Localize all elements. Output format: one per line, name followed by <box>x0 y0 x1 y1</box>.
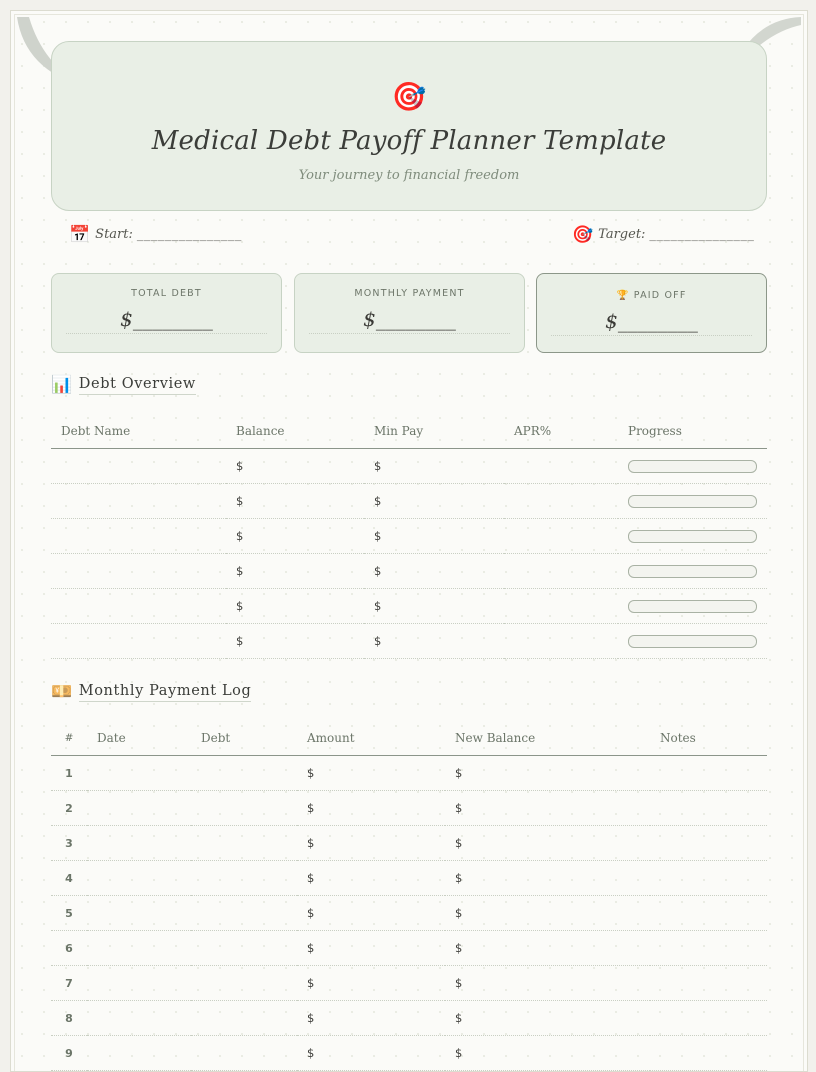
target-blank: _______________ <box>649 227 755 242</box>
planner-page <box>10 10 808 1072</box>
paid-off-field[interactable]: $________ <box>551 308 752 336</box>
new-balance-cell[interactable]: $ <box>445 1036 650 1071</box>
new-balance-cell[interactable]: $ <box>445 791 650 826</box>
amount-cell[interactable]: $ <box>297 861 445 896</box>
progress-bar <box>628 495 757 508</box>
amount-cell[interactable]: $ <box>297 931 445 966</box>
trophy-icon: 🏆 <box>616 290 630 301</box>
page-title: Medical Debt Payoff Planner Template <box>151 126 667 156</box>
col-progress: Progress <box>618 413 767 449</box>
min-pay-cell[interactable]: $ <box>364 484 504 519</box>
debt-name-cell[interactable] <box>51 519 226 554</box>
debt-row <box>51 519 767 554</box>
progress-cell <box>618 484 767 519</box>
progress-bar <box>628 530 757 543</box>
debt-name-cell[interactable] <box>51 554 226 589</box>
monthly-payment-label: MONTHLY PAYMENT <box>354 288 465 299</box>
start-date-field[interactable] <box>69 225 242 245</box>
date-cell[interactable] <box>87 966 191 1001</box>
new-balance-cell[interactable]: $ <box>445 1001 650 1036</box>
col-debt: Debt <box>191 720 297 756</box>
progress-bar <box>628 635 757 648</box>
balance-cell[interactable]: $ <box>226 554 364 589</box>
money-icon: 💴 <box>51 682 73 702</box>
debt-row <box>51 624 767 659</box>
col-apr: APR% <box>504 413 618 449</box>
notes-cell[interactable] <box>650 826 767 861</box>
target-date-field[interactable] <box>572 225 754 245</box>
debt-overview-table <box>51 413 767 659</box>
apr-cell[interactable] <box>504 589 618 624</box>
row-number: 7 <box>51 966 87 1001</box>
balance-cell[interactable]: $ <box>226 519 364 554</box>
log-row <box>51 756 767 791</box>
row-number: 4 <box>51 861 87 896</box>
balance-cell[interactable]: $ <box>226 624 364 659</box>
col-amount: Amount <box>297 720 445 756</box>
debt-row <box>51 554 767 589</box>
calendar-icon: 📅 <box>69 225 91 245</box>
page-subtitle: Your journey to financial freedom <box>298 168 520 183</box>
date-cell[interactable] <box>87 1036 191 1071</box>
new-balance-cell[interactable]: $ <box>445 896 650 931</box>
start-label: Start: <box>95 227 133 242</box>
log-row <box>51 931 767 966</box>
row-number: 9 <box>51 1036 87 1071</box>
min-pay-cell[interactable]: $ <box>364 624 504 659</box>
date-cell[interactable] <box>87 756 191 791</box>
row-number: 2 <box>51 791 87 826</box>
notes-cell[interactable] <box>650 931 767 966</box>
notes-cell[interactable] <box>650 966 767 1001</box>
balance-cell[interactable]: $ <box>226 589 364 624</box>
apr-cell[interactable] <box>504 484 618 519</box>
amount-cell[interactable]: $ <box>297 966 445 1001</box>
row-number: 1 <box>51 756 87 791</box>
log-row <box>51 1001 767 1036</box>
start-blank: _______________ <box>136 227 242 242</box>
payment-log-table <box>51 720 767 1071</box>
debt-cell[interactable] <box>191 756 297 791</box>
target-icon: 🎯 <box>572 225 594 245</box>
date-cell[interactable] <box>87 931 191 966</box>
header-banner <box>51 41 767 211</box>
new-balance-cell[interactable]: $ <box>445 861 650 896</box>
balance-cell[interactable]: $ <box>226 449 364 484</box>
progress-cell <box>618 624 767 659</box>
progress-cell <box>618 519 767 554</box>
progress-bar <box>628 460 757 473</box>
debt-row <box>51 589 767 624</box>
debt-row <box>51 449 767 484</box>
debt-overview-heading: 📊 Debt Overview <box>51 375 196 395</box>
date-cell[interactable] <box>87 896 191 931</box>
date-cell[interactable] <box>87 826 191 861</box>
row-number: 5 <box>51 896 87 931</box>
debt-name-cell[interactable] <box>51 624 226 659</box>
debt-cell[interactable] <box>191 1036 297 1071</box>
total-debt-label: TOTAL DEBT <box>131 288 202 299</box>
apr-cell[interactable] <box>504 519 618 554</box>
debt-cell[interactable] <box>191 966 297 1001</box>
notes-cell[interactable] <box>650 756 767 791</box>
progress-bar <box>628 600 757 613</box>
col-date: Date <box>87 720 191 756</box>
debt-cell[interactable] <box>191 1001 297 1036</box>
apr-cell[interactable] <box>504 624 618 659</box>
monthly-payment-field[interactable]: $________ <box>309 306 510 334</box>
chart-icon: 📊 <box>51 375 73 395</box>
payment-log-heading: 💴 Monthly Payment Log <box>51 682 252 702</box>
amount-cell[interactable]: $ <box>297 1036 445 1071</box>
apr-cell[interactable] <box>504 449 618 484</box>
col-number: # <box>51 720 87 756</box>
amount-cell[interactable]: $ <box>297 756 445 791</box>
total-debt-card <box>51 273 282 353</box>
amount-cell[interactable]: $ <box>297 826 445 861</box>
amount-cell[interactable]: $ <box>297 896 445 931</box>
row-number: 3 <box>51 826 87 861</box>
date-cell[interactable] <box>87 861 191 896</box>
col-notes: Notes <box>650 720 767 756</box>
debt-cell[interactable] <box>191 931 297 966</box>
col-debt-name: Debt Name <box>51 413 226 449</box>
paid-off-card <box>536 273 767 353</box>
monthly-payment-card <box>294 273 525 353</box>
progress-bar <box>628 565 757 578</box>
progress-cell <box>618 449 767 484</box>
debt-cell[interactable] <box>191 861 297 896</box>
amount-cell[interactable]: $ <box>297 1001 445 1036</box>
new-balance-cell[interactable]: $ <box>445 966 650 1001</box>
col-balance: Balance <box>226 413 364 449</box>
debt-cell[interactable] <box>191 826 297 861</box>
log-row <box>51 861 767 896</box>
apr-cell[interactable] <box>504 554 618 589</box>
log-row <box>51 966 767 1001</box>
target-icon: 🎯 <box>391 80 427 113</box>
paid-off-label: PAID OFF <box>633 290 687 301</box>
notes-cell[interactable] <box>650 1001 767 1036</box>
debt-cell[interactable] <box>191 791 297 826</box>
debt-name-cell[interactable] <box>51 589 226 624</box>
col-new-balance: New Balance <box>445 720 650 756</box>
new-balance-cell[interactable]: $ <box>445 931 650 966</box>
date-cell[interactable] <box>87 1001 191 1036</box>
debt-cell[interactable] <box>191 896 297 931</box>
log-row <box>51 826 767 861</box>
min-pay-cell[interactable]: $ <box>364 519 504 554</box>
debt-name-cell[interactable] <box>51 484 226 519</box>
col-min-pay: Min Pay <box>364 413 504 449</box>
new-balance-cell[interactable]: $ <box>445 756 650 791</box>
amount-cell[interactable]: $ <box>297 791 445 826</box>
debt-row <box>51 484 767 519</box>
notes-cell[interactable] <box>650 791 767 826</box>
date-cell[interactable] <box>87 791 191 826</box>
log-row <box>51 1036 767 1071</box>
min-pay-cell[interactable]: $ <box>364 554 504 589</box>
log-row <box>51 896 767 931</box>
notes-cell[interactable] <box>650 1036 767 1071</box>
min-pay-cell[interactable]: $ <box>364 449 504 484</box>
row-number: 6 <box>51 931 87 966</box>
log-row <box>51 791 767 826</box>
total-debt-field[interactable]: $________ <box>66 306 267 334</box>
min-pay-cell[interactable]: $ <box>364 589 504 624</box>
target-label: Target: <box>598 227 646 242</box>
progress-cell <box>618 554 767 589</box>
progress-cell <box>618 589 767 624</box>
balance-cell[interactable]: $ <box>226 484 364 519</box>
debt-name-cell[interactable] <box>51 449 226 484</box>
notes-cell[interactable] <box>650 861 767 896</box>
row-number: 8 <box>51 1001 87 1036</box>
notes-cell[interactable] <box>650 896 767 931</box>
new-balance-cell[interactable]: $ <box>445 826 650 861</box>
